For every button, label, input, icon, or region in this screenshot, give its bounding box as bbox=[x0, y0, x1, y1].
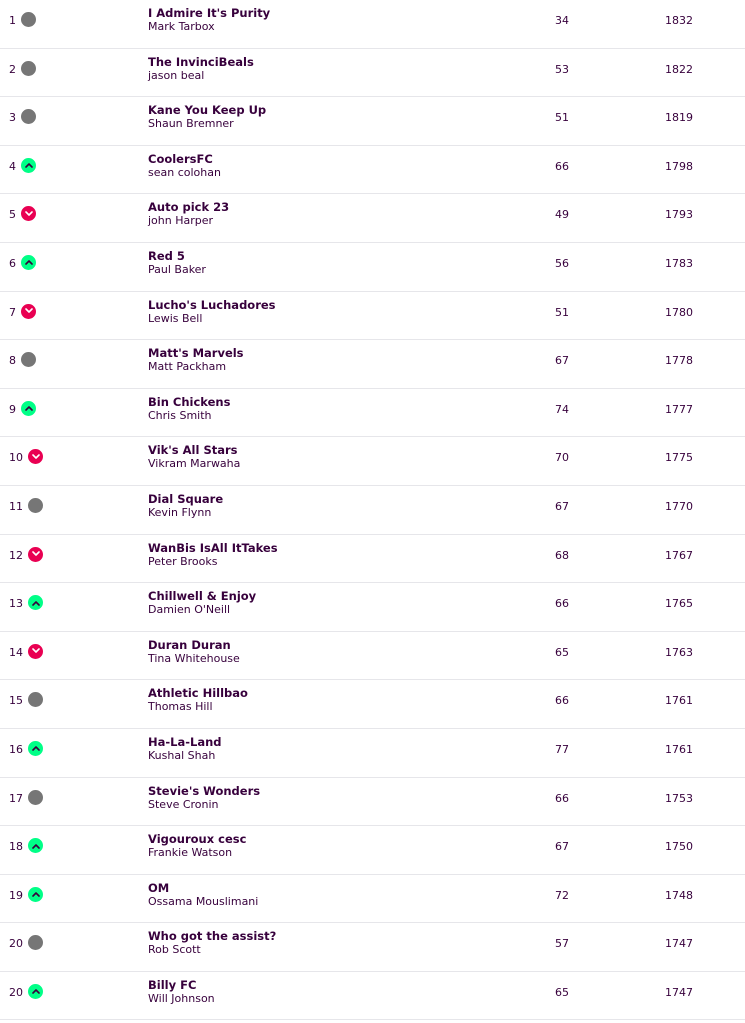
team-entry bbox=[148, 882, 258, 908]
team-entry bbox=[148, 785, 260, 811]
manager-name: Frankie Watson bbox=[148, 846, 233, 860]
gameweek-points: 67 bbox=[555, 499, 569, 513]
team-name-link[interactable]: WanBis IsAll ItTakes bbox=[148, 540, 278, 555]
rank-down-icon bbox=[28, 644, 43, 659]
rank-up-icon bbox=[28, 741, 43, 756]
team-entry bbox=[148, 736, 222, 762]
rank-up-icon bbox=[21, 255, 36, 270]
gameweek-points: 67 bbox=[555, 840, 569, 854]
total-points: 1822 bbox=[665, 62, 693, 76]
total-points: 1747 bbox=[665, 937, 693, 951]
team-name-link[interactable]: Dial Square bbox=[148, 491, 224, 506]
manager-name: Tina Whitehouse bbox=[148, 651, 240, 665]
gameweek-points: 67 bbox=[555, 354, 569, 368]
total-points: 1761 bbox=[665, 694, 693, 708]
team-name-link[interactable]: OM bbox=[148, 880, 170, 895]
rank-value: 11 bbox=[9, 499, 23, 513]
manager-name: Paul Baker bbox=[148, 262, 206, 276]
manager-name: jason beal bbox=[148, 68, 205, 82]
rank-up-icon bbox=[28, 595, 43, 610]
table-row[interactable] bbox=[0, 389, 745, 438]
table-row[interactable] bbox=[0, 923, 745, 972]
team-name-link[interactable]: Athletic Hillbao bbox=[148, 686, 248, 701]
rank-same-icon bbox=[28, 692, 43, 707]
total-points: 1819 bbox=[665, 111, 693, 125]
team-entry bbox=[148, 201, 229, 227]
team-entry bbox=[148, 687, 248, 713]
rank-value: 20 bbox=[9, 937, 23, 951]
table-row[interactable] bbox=[0, 194, 745, 243]
rank-up-icon bbox=[28, 838, 43, 853]
rank-value: 8 bbox=[9, 354, 16, 368]
rank-same-icon bbox=[21, 61, 36, 76]
team-entry bbox=[148, 7, 270, 33]
team-entry bbox=[148, 347, 244, 373]
rank-value: 12 bbox=[9, 548, 23, 562]
gameweek-points: 66 bbox=[555, 159, 569, 173]
team-entry bbox=[148, 299, 276, 325]
team-entry bbox=[148, 153, 221, 179]
total-points: 1798 bbox=[665, 159, 693, 173]
rank-down-icon bbox=[21, 304, 36, 319]
total-points: 1793 bbox=[665, 208, 693, 222]
rank-value: 18 bbox=[9, 840, 23, 854]
table-row[interactable] bbox=[0, 97, 745, 146]
team-entry bbox=[148, 833, 246, 859]
gameweek-points: 57 bbox=[555, 937, 569, 951]
total-points: 1783 bbox=[665, 256, 693, 270]
total-points: 1832 bbox=[665, 14, 693, 27]
manager-name: Kevin Flynn bbox=[148, 505, 212, 519]
team-name-link[interactable]: Auto pick 23 bbox=[148, 200, 230, 215]
table-row[interactable] bbox=[0, 146, 745, 195]
gameweek-points: 66 bbox=[555, 694, 569, 708]
manager-name: Kushal Shah bbox=[148, 748, 216, 762]
team-name-link[interactable]: Matt's Marvels bbox=[148, 346, 244, 361]
rank-value: 13 bbox=[9, 597, 23, 611]
gameweek-points: 77 bbox=[555, 742, 569, 756]
manager-name: Shaun Bremner bbox=[148, 117, 234, 131]
manager-name: Rob Scott bbox=[148, 943, 201, 957]
rank-value: 20 bbox=[9, 985, 23, 999]
total-points: 1747 bbox=[665, 985, 693, 999]
gameweek-points: 34 bbox=[555, 14, 569, 27]
team-name-link[interactable]: CoolersFC bbox=[148, 151, 213, 166]
gameweek-points: 65 bbox=[555, 985, 569, 999]
rank-down-icon bbox=[21, 206, 36, 221]
rank-same-icon bbox=[21, 352, 36, 367]
table-row[interactable] bbox=[0, 680, 745, 729]
gameweek-points: 74 bbox=[555, 402, 569, 416]
rank-value: 9 bbox=[9, 402, 16, 416]
total-points: 1763 bbox=[665, 645, 693, 659]
rank-same-icon bbox=[28, 935, 43, 950]
total-points: 1770 bbox=[665, 499, 693, 513]
total-points: 1767 bbox=[665, 548, 693, 562]
team-name-link[interactable]: Kane You Keep Up bbox=[148, 103, 267, 118]
rank-value: 3 bbox=[9, 111, 16, 125]
table-row[interactable] bbox=[0, 535, 745, 584]
rank-value: 4 bbox=[9, 159, 16, 173]
total-points: 1775 bbox=[665, 451, 693, 465]
gameweek-points: 51 bbox=[555, 305, 569, 319]
manager-name: Mark Tarbox bbox=[148, 20, 215, 33]
team-entry bbox=[148, 250, 206, 276]
rank-same-icon bbox=[28, 498, 43, 513]
rank-value: 19 bbox=[9, 888, 23, 902]
table-row[interactable] bbox=[0, 437, 745, 486]
rank-up-icon bbox=[21, 158, 36, 173]
table-row[interactable] bbox=[0, 583, 745, 632]
table-row[interactable] bbox=[0, 486, 745, 535]
team-entry bbox=[148, 493, 223, 519]
rank-value: 14 bbox=[9, 645, 23, 659]
rank-up-icon bbox=[28, 984, 43, 999]
table-row[interactable] bbox=[0, 49, 745, 98]
manager-name: Damien O'Neill bbox=[148, 603, 231, 617]
manager-name: john Harper bbox=[148, 214, 214, 228]
rank-value: 1 bbox=[9, 14, 16, 27]
team-name-link[interactable]: Duran Duran bbox=[148, 637, 231, 652]
rank-value: 6 bbox=[9, 256, 16, 270]
manager-name: Chris Smith bbox=[148, 408, 212, 422]
manager-name: Will Johnson bbox=[148, 991, 215, 1005]
team-entry bbox=[148, 930, 276, 956]
gameweek-points: 49 bbox=[555, 208, 569, 222]
rank-up-icon bbox=[28, 887, 43, 902]
team-name-link[interactable]: Stevie's Wonders bbox=[148, 783, 261, 798]
table-row[interactable] bbox=[0, 0, 745, 49]
gameweek-points: 66 bbox=[555, 791, 569, 805]
table-row[interactable] bbox=[0, 729, 745, 778]
team-name-link[interactable]: Who got the assist? bbox=[148, 929, 277, 944]
gameweek-points: 70 bbox=[555, 451, 569, 465]
rank-down-icon bbox=[28, 547, 43, 562]
gameweek-points: 53 bbox=[555, 62, 569, 76]
total-points: 1761 bbox=[665, 742, 693, 756]
table-row[interactable] bbox=[0, 972, 745, 1021]
gameweek-points: 65 bbox=[555, 645, 569, 659]
team-entry bbox=[148, 56, 254, 82]
rank-value: 17 bbox=[9, 791, 23, 805]
rank-value: 16 bbox=[9, 742, 23, 756]
team-name-link[interactable]: Lucho's Luchadores bbox=[148, 297, 276, 312]
team-name-link[interactable]: Vigouroux cesc bbox=[148, 832, 247, 847]
rank-value: 7 bbox=[9, 305, 16, 319]
team-name-link[interactable]: The InvinciBeals bbox=[148, 54, 254, 69]
table-row[interactable] bbox=[0, 292, 745, 341]
total-points: 1753 bbox=[665, 791, 693, 805]
gameweek-points: 51 bbox=[555, 111, 569, 125]
team-entry bbox=[148, 104, 266, 130]
manager-name: Steve Cronin bbox=[148, 797, 219, 811]
manager-name: Lewis Bell bbox=[148, 311, 203, 325]
manager-name: Thomas Hill bbox=[148, 700, 213, 714]
gameweek-points: 72 bbox=[555, 888, 569, 902]
total-points: 1750 bbox=[665, 840, 693, 854]
rank-down-icon bbox=[28, 449, 43, 464]
team-entry bbox=[148, 396, 230, 422]
rank-value: 5 bbox=[9, 208, 16, 222]
rank-same-icon bbox=[21, 109, 36, 124]
gameweek-points: 56 bbox=[555, 256, 569, 270]
team-entry bbox=[148, 639, 240, 665]
total-points: 1748 bbox=[665, 888, 693, 902]
rank-same-icon bbox=[21, 12, 36, 27]
team-entry bbox=[148, 542, 278, 568]
manager-name: Peter Brooks bbox=[148, 554, 218, 568]
team-name-link[interactable]: Billy FC bbox=[148, 977, 197, 992]
total-points: 1778 bbox=[665, 354, 693, 368]
gameweek-points: 68 bbox=[555, 548, 569, 562]
team-entry bbox=[148, 590, 256, 616]
table-row[interactable] bbox=[0, 778, 745, 827]
total-points: 1777 bbox=[665, 402, 693, 416]
team-name-link[interactable]: Bin Chickens bbox=[148, 394, 231, 409]
manager-name: Vikram Marwaha bbox=[148, 457, 241, 471]
team-name-link[interactable]: Red 5 bbox=[148, 248, 185, 263]
rank-value: 10 bbox=[9, 451, 23, 465]
team-name-link[interactable]: Ha-La-Land bbox=[148, 734, 222, 749]
total-points: 1765 bbox=[665, 597, 693, 611]
team-entry bbox=[148, 444, 240, 470]
team-entry bbox=[148, 979, 215, 1005]
manager-name: Ossama Mouslimani bbox=[148, 894, 259, 908]
table-row[interactable] bbox=[0, 340, 745, 389]
rank-value: 2 bbox=[9, 62, 16, 76]
rank-value: 15 bbox=[9, 694, 23, 708]
table-row[interactable] bbox=[0, 632, 745, 681]
total-points: 1780 bbox=[665, 305, 693, 319]
gameweek-points: 66 bbox=[555, 597, 569, 611]
table-row[interactable] bbox=[0, 875, 745, 924]
table-row[interactable] bbox=[0, 243, 745, 292]
team-name-link[interactable]: Vik's All Stars bbox=[148, 443, 238, 458]
rank-up-icon bbox=[21, 401, 36, 416]
manager-name: Matt Packham bbox=[148, 360, 227, 374]
table-row[interactable] bbox=[0, 826, 745, 875]
team-name-link[interactable]: I Admire It's Purity bbox=[148, 6, 271, 20]
rank-same-icon bbox=[28, 790, 43, 805]
team-name-link[interactable]: Chillwell & Enjoy bbox=[148, 589, 257, 604]
manager-name: sean colohan bbox=[148, 165, 221, 179]
